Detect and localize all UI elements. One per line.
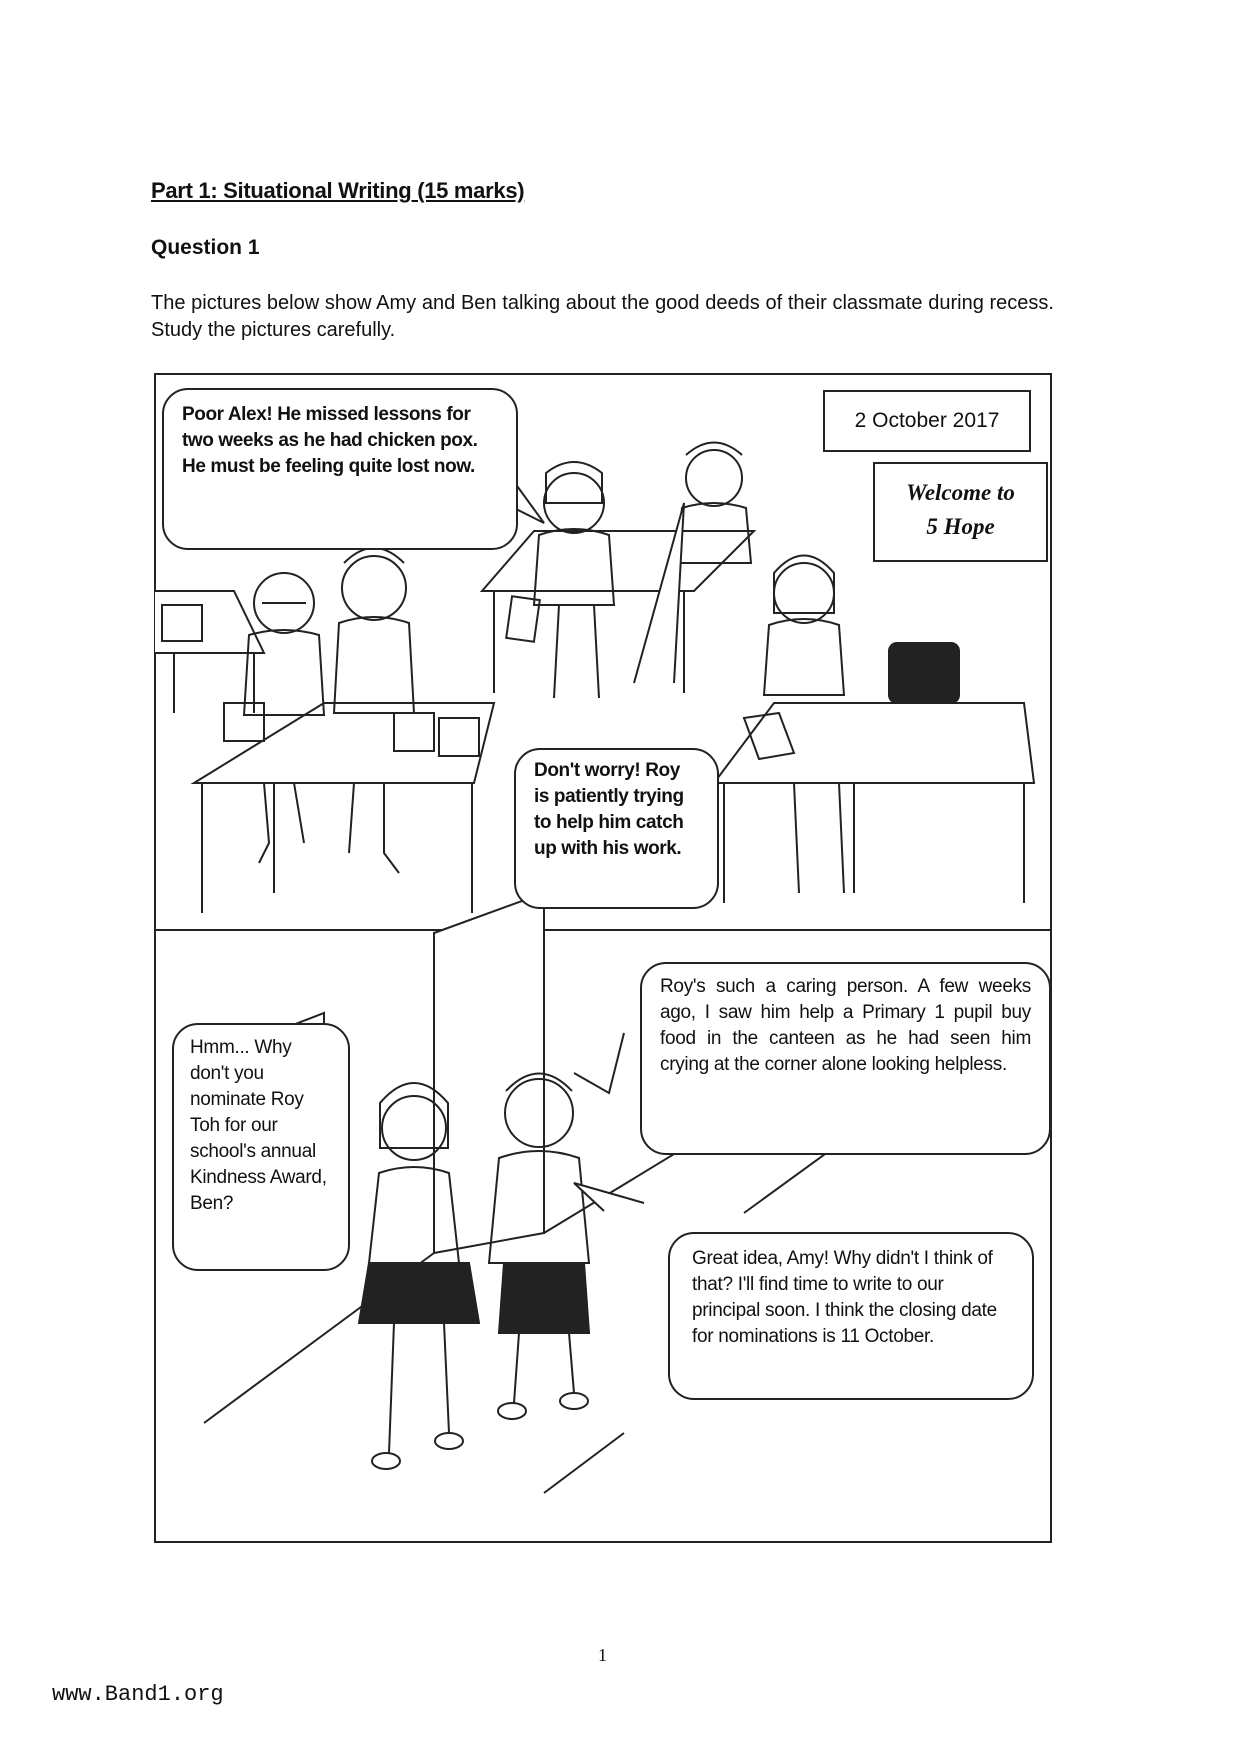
footer-url[interactable]: www.Band1.org (52, 1682, 224, 1707)
speech-bubble-amy-1: Poor Alex! He missed lessons for two weeks as he had chicken pox. He must be feeling quite lost now. (162, 388, 518, 550)
welcome-banner (873, 462, 1048, 562)
instructions-text: The pictures below show Amy and Ben talking about the good deeds of their classmate during recess. Study the pictures carefully. (151, 292, 1054, 341)
question-label: Question 1 (151, 236, 260, 259)
speech-bubble-ben-1: Don't worry! Roy is patiently trying to help him catch up with his work. (514, 748, 719, 909)
speech-bubble-ben-2: Roy's such a caring person. A few weeks ago, I saw him help a Primary 1 pupil buy food in the canteen as he had seen him crying at the corner alone looking helpless. (640, 962, 1051, 1155)
banner-line-2: 5 Hope (926, 514, 995, 539)
page-number: 1 (598, 1645, 607, 1665)
banner-line-1: Welcome to (906, 480, 1015, 505)
speech-bubble-amy-2: Hmm... Why don't you nominate Roy Toh for our school's annual Kindness Award, Ben? (172, 1023, 350, 1271)
part-heading: Part 1: Situational Writing (15 marks) (151, 178, 525, 203)
speech-bubble-ben-3: Great idea, Amy! Why didn't I think of that? I'll find time to write to our principal soon. I think the closing date for nominations is 11 October. (668, 1232, 1034, 1400)
date-label: 2 October 2017 (823, 390, 1031, 452)
